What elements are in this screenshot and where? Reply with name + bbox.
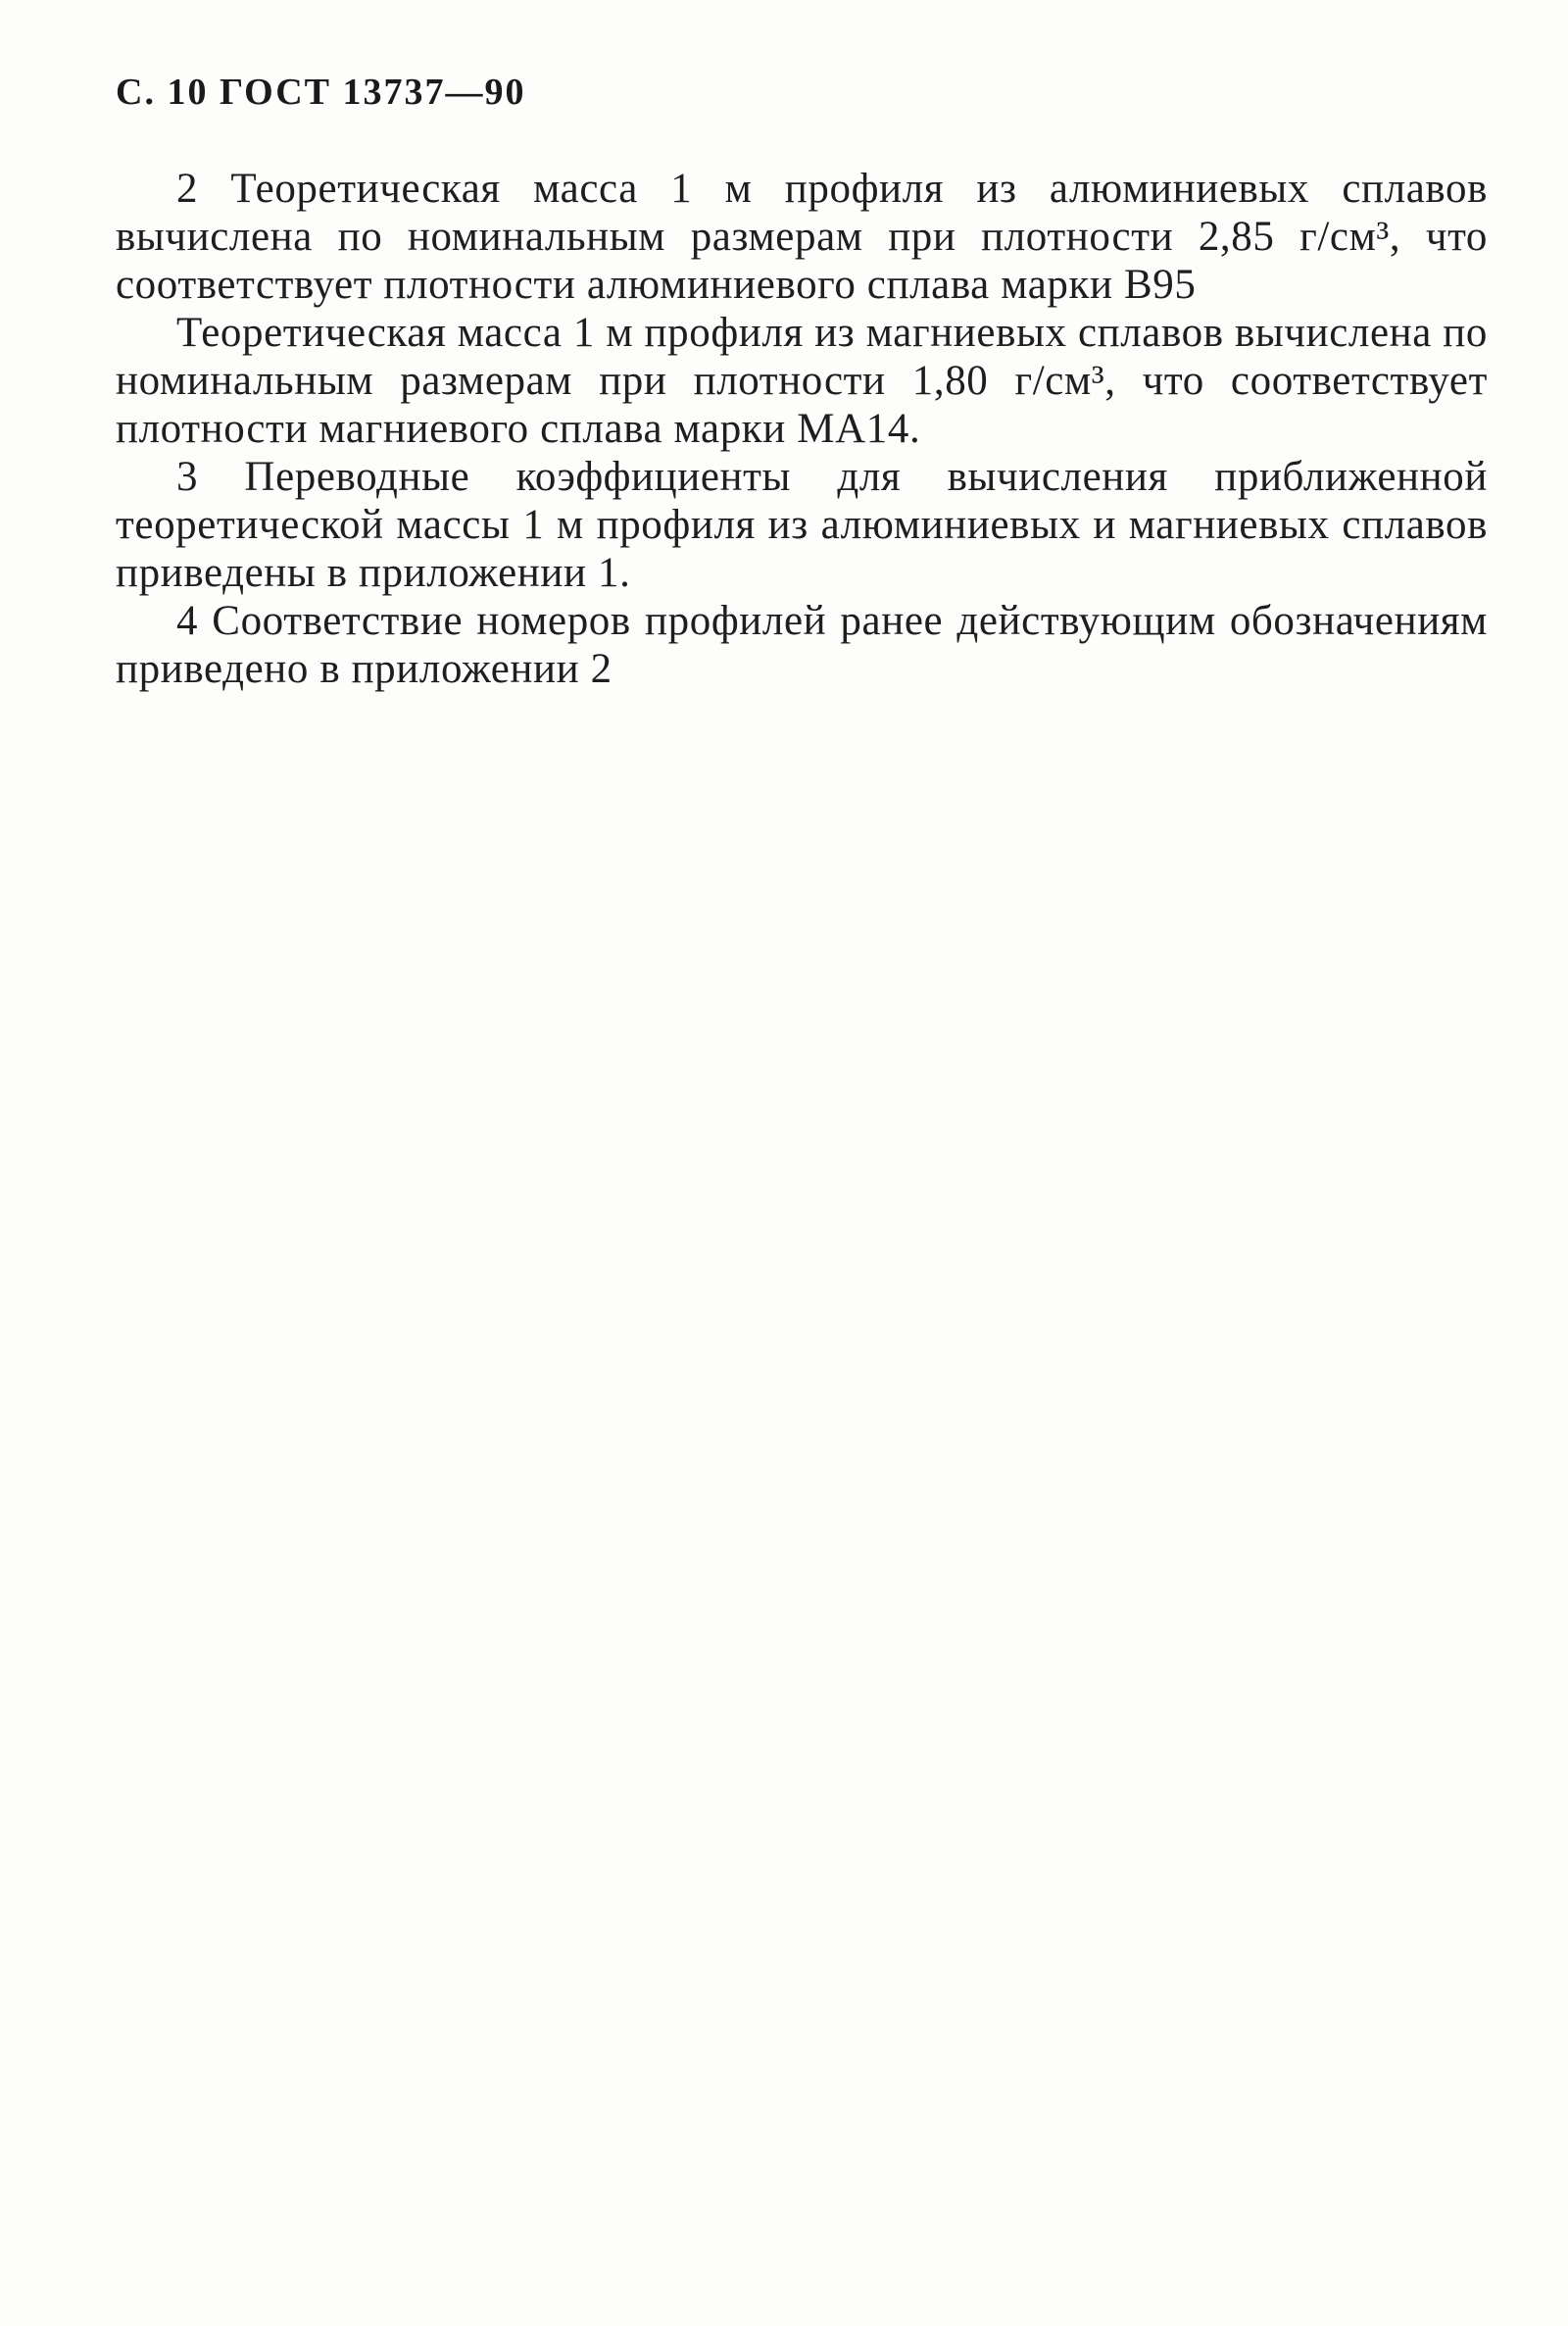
paragraph-note-3: 3 Переводные коэффициенты для вычисления приближенной теоретической массы 1 м профиля из алюминиевых и магниевых сплавов приведены в приложении 1. <box>116 454 1488 596</box>
paragraph-magnesium-mass: Теоретическая масса 1 м профиля из магниевых сплавов вычислена по номинальным размерам при плотности 1,80 г/см³, что соответствует плотности магниевого сплава марки МА14. <box>116 310 1488 452</box>
paragraph-note-2: 2 Теоретическая масса 1 м профиля из алюминиевых сплавов вычислена по номинальным размерам при плотности 2,85 г/см³, что соответствует плотности алюминиевого сплава марки В95 <box>116 166 1488 308</box>
page-header: С. 10 ГОСТ 13737—90 <box>116 72 526 113</box>
paragraph-note-4: 4 Соответствие номеров профилей ранее действующим обозначениям приведено в приложении 2 <box>116 598 1488 692</box>
body-text <box>116 165 1488 693</box>
